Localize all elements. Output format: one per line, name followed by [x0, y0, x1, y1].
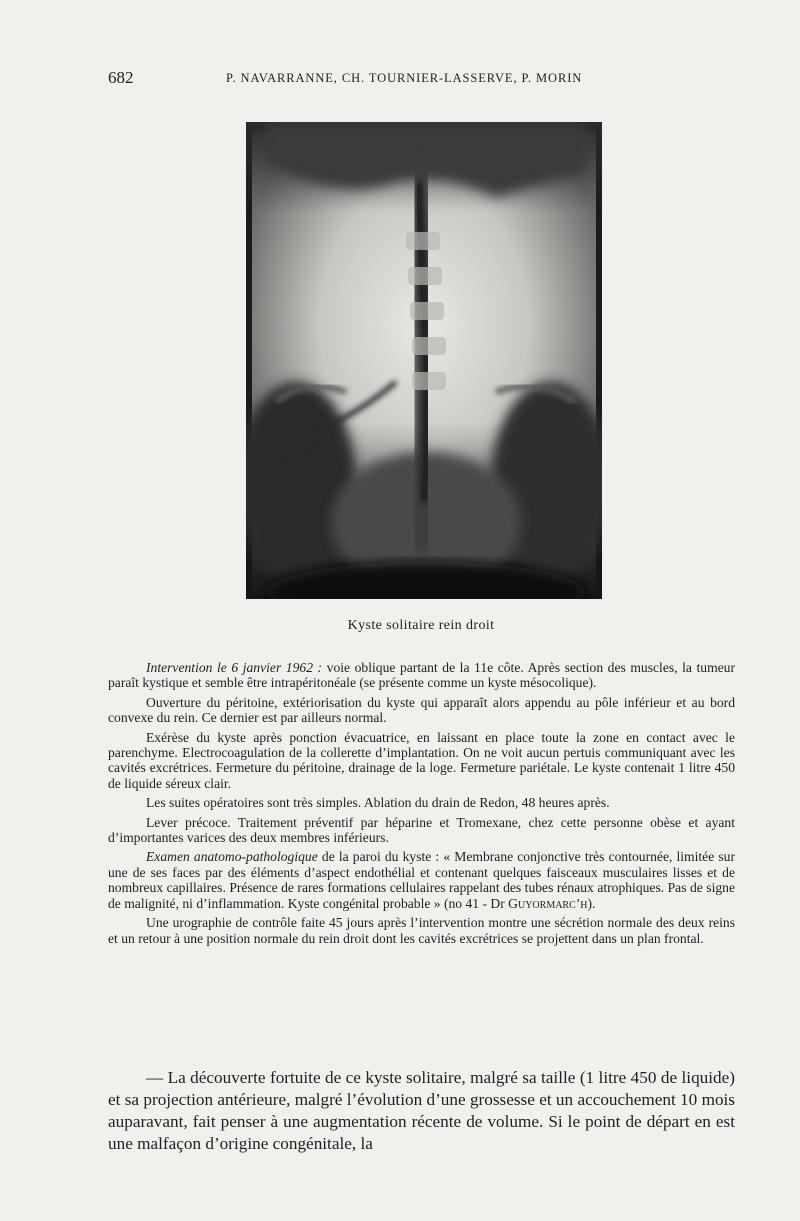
running-head: P. NAVARRANNE, CH. TOURNIER-LASSERVE, P. MORIN — [226, 71, 583, 85]
paragraph-discussion: — La découverte fortuite de ce kyste solitaire, malgré sa taille (1 litre 450 de liquide) et sa projection antérieure, malgré l’évolution d’une grossesse et un accouchement 10 mois auparavant, fait penser à une augmentation récente de volume. Si le point de départ en est une malfaçon d’origine congénitale, la — [108, 1068, 735, 1153]
examen-end: ). — [587, 895, 596, 911]
examen-heading: Examen anatomo-pathologique — [146, 849, 318, 865]
paragraph-urographie: Une urographie de contrôle faite 45 jours après l’intervention montre une sécrétion normale des deux reins et un retour à une position normale du rein droit dont les cavités excrétrices se projettent dans un plan frontal. — [108, 915, 735, 946]
paragraph-examen — [108, 849, 735, 911]
discussion-text — [108, 1067, 735, 1155]
paragraph-intervention — [108, 660, 735, 691]
figure-caption: Kyste solitaire rein droit — [347, 618, 495, 633]
paragraph-peritoine: Ouverture du péritoine, extériorisation du kyste qui apparaît alors appendu au pôle inférieur et au bord convexe du rein. Ce dernier est par ailleurs normal. — [108, 694, 735, 726]
paragraph-exerese: Exérèse du kyste après ponction évacuatrice, en laissant en place toute la zone en contact avec le parenchyme. Electrocoagulation de la collerette d’implantation. On ne voit aucun pertuis communiquant avec les cavités excrétrices. Fermeture du péritoine, drainage de la loge. Fermeture pariétale. Le kyste contenait 1 litre 450 de liquide séreux clair. — [108, 729, 735, 791]
body-text — [108, 660, 735, 950]
paragraph-lever: Lever précoce. Traitement préventif par héparine et Tromexane, chez cette personne obèse et ayant d’importantes varices des deux membres inférieurs. — [108, 814, 735, 846]
page-header — [108, 68, 738, 92]
figure — [246, 122, 602, 599]
examen-text: de la paroi du kyste : « Membrane conjonctive très contournée, limitée sur une de ses faces par des éléments d’aspect endothélial et contenant quelques faisceaux musculaires lisses et de nombreux capillaires. Présence de rares formations cellulaires rappelant des tubes rénaux atrophiques. Pas de signe de malignité, ni d’inflammation. Kyste congénital probable » (no 41 - Dr — [108, 849, 735, 911]
intervention-text: voie oblique partant de la 11e côte. Après section des muscles, la tumeur paraît kystique et semble être intrapéritonéale (se présente comme un kyste mésocolique). — [108, 660, 735, 691]
intervention-date: Intervention le 6 janvier 1962 : — [146, 660, 323, 675]
page-number: 682 — [108, 68, 134, 87]
paragraph-suites: Les suites opératoires sont très simples. Ablation du drain de Redon, 48 heures après. — [146, 795, 610, 811]
examen-author: Guyormarc’h — [508, 895, 588, 911]
x-ray-image — [246, 122, 602, 599]
